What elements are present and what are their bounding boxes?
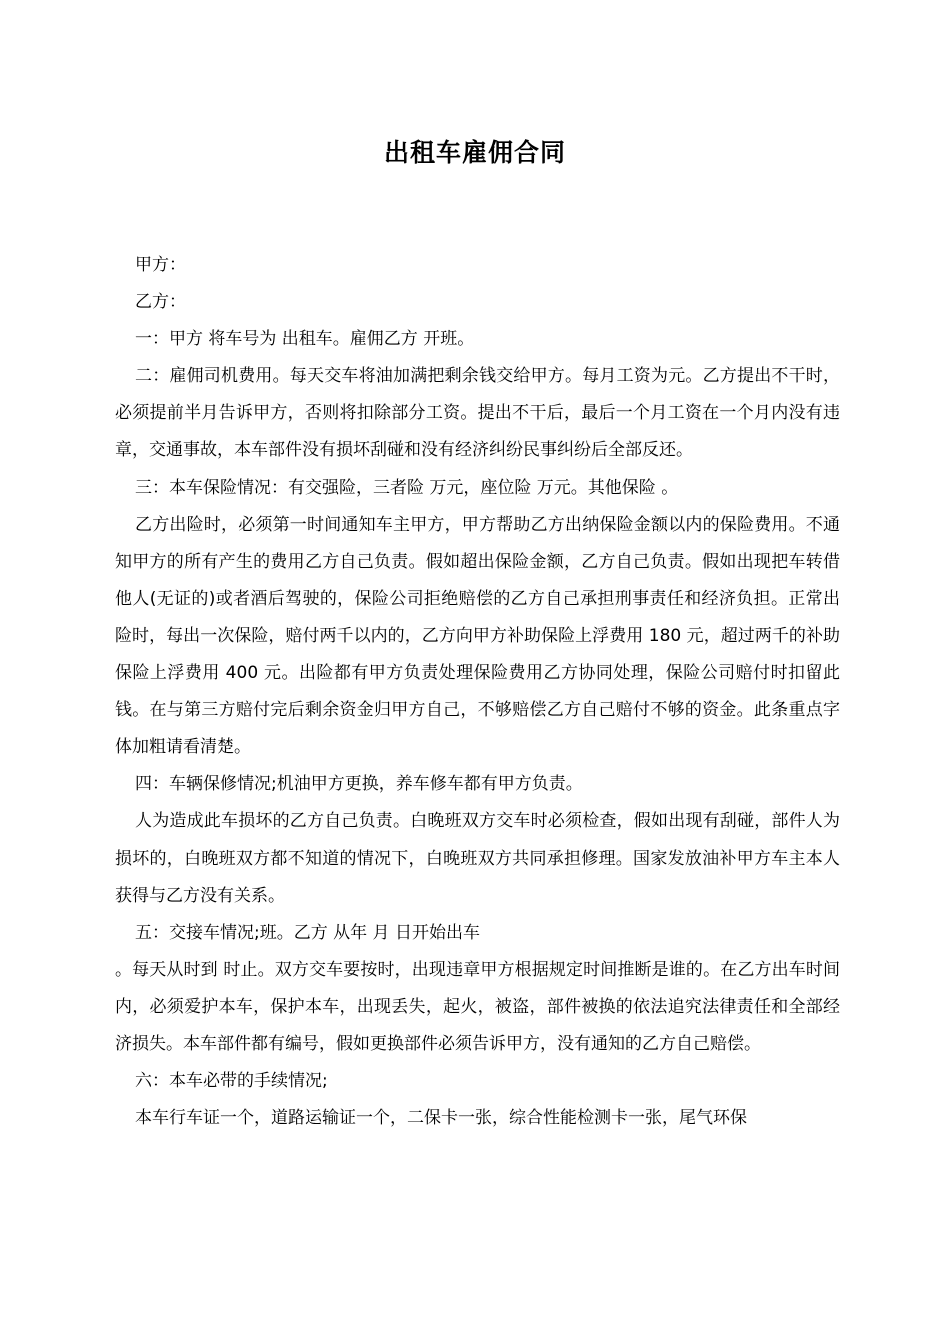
party-a-line: 甲方：: [135, 255, 186, 275]
clause-3-details: 乙方出险时，必须第一时间通知车主甲方，甲方帮助乙方出纳保险金额以内的保险费用。不通知甲方的所有产生的费用乙方自己负责。假如超出保险金额，乙方自己负责。假如出现把车转借他人(无证的)或者酒后驾驶的，保险公司拒绝赔偿的乙方自己承担刑事责任和经济负担。正常出险时，每出一次保险，赔付两千以内的，乙方向甲方补助保险上浮费用 180 元，超过两千的补助保险上浮费用 400 元。出险都有甲方负责处理保险费用乙方协同处理，保险公司赔付时扣留此钱。在与第三方赔付完后剩余资金归甲方自己，不够赔偿乙方自己赔付不够的资金。此条重点字体加粗请看清楚。: [115, 514, 840, 758]
clause-2: 二：雇佣司机费用。每天交车将油加满把剩余钱交给甲方。每月工资为元。乙方提出不干时，必须提前半月告诉甲方，否则将扣除部分工资。提出不干后，最后一个月工资在一个月内没有违章，交通事故，本车部件没有损坏刮碰和没有经济纠纷民事纠纷后全部反还。: [115, 366, 840, 461]
clause-4: 四：车辆保修情况;机油甲方更换，养车修车都有甲方负责。: [135, 774, 583, 795]
clause-5-details: 。每天从时到 时止。双方交车要按时，出现违章甲方根据规定时间推断是谁的。在乙方出车时间内，必须爱护本车，保护本车，出现丢失，起火，被盗，部件被换的依法追究法律责任和全部经济损失。本车部件都有编号，假如更换部件必须告诉甲方，没有通知的乙方自己赔偿。: [115, 959, 840, 1054]
clause-6: 六：本车必带的手续情况;: [135, 1071, 328, 1092]
party-b-line: 乙方：: [135, 292, 186, 313]
clause-1: 一：甲方 将车号为 出租车。雇佣乙方 开班。: [135, 329, 475, 350]
document-title: 出租车雇佣合同: [383, 138, 566, 167]
clause-3: 三：本车保险情况：有交强险，三者险 万元，座位险 万元。其他保险 。: [135, 477, 679, 498]
clause-4-details: 人为造成此车损坏的乙方自己负责。白晚班双方交车时必须检查，假如出现有刮碰，部件人为损坏的，白晚班双方都不知道的情况下，白晚班双方共同承担修理。国家发放油补甲方车主本人获得与乙方没有关系。: [115, 811, 840, 906]
clause-6-details: 本车行车证一个，道路运输证一个，二保卡一张，综合性能检测卡一张，尾气环保: [135, 1108, 747, 1129]
document-body: [115, 247, 840, 1137]
clause-5: 五：交接车情况;班。乙方 从年 月 日开始出车: [135, 922, 480, 943]
